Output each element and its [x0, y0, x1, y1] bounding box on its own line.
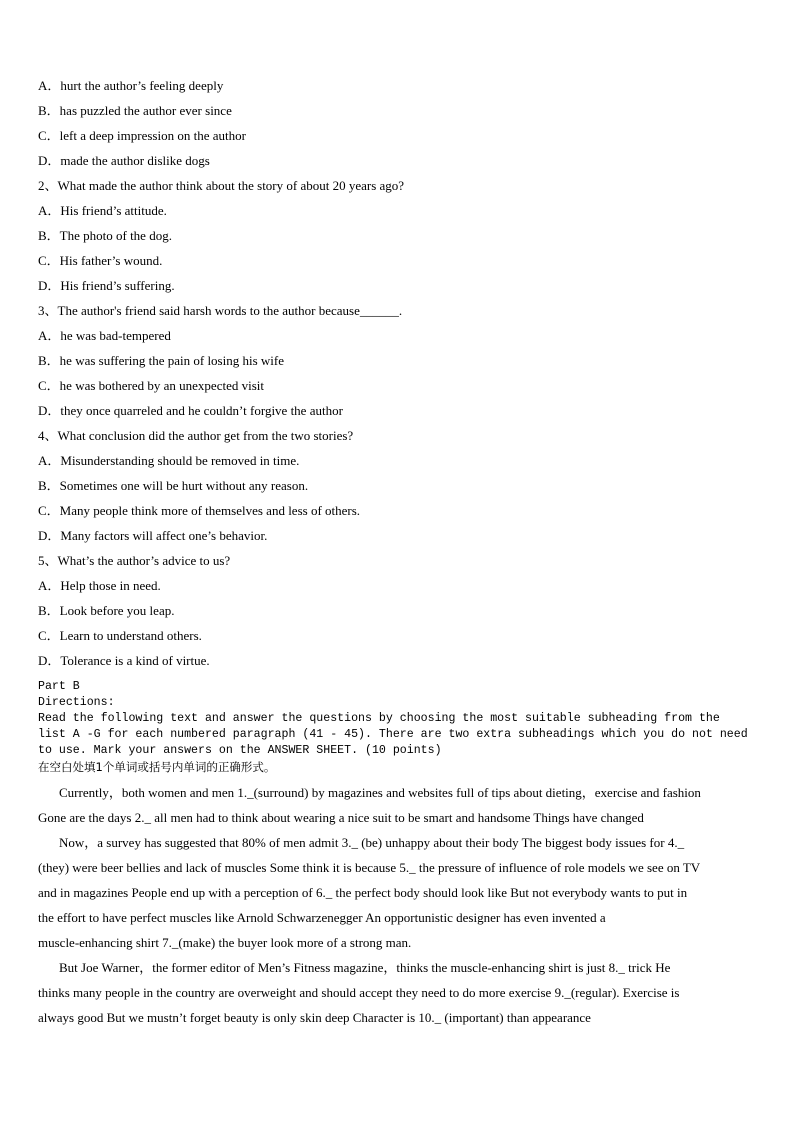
option: D．they once quarreled and he couldn’t forgive the author — [38, 403, 343, 418]
option: C．Many people think more of themselves and less of others. — [38, 503, 361, 518]
directions-text: to use. Mark your answers on the ANSWER SHEET. (10 points) — [38, 744, 442, 757]
option: B．Look before you leap. — [38, 603, 175, 618]
directions-text: Read the following text and answer the questions by choosing the most suitable subheading from the — [38, 712, 720, 725]
option: B．The photo of the dog. — [38, 228, 172, 243]
passage — [38, 780, 758, 1030]
option: C．left a deep impression on the author — [38, 128, 246, 143]
question: 3、The author's friend said harsh words to the author because______. — [38, 303, 403, 318]
option: A．Misunderstanding should be removed in time. — [38, 453, 300, 468]
passage-line: Gone are the days 2._ all men had to think about wearing a nice suit to be smart and handsome Things have changed — [38, 810, 644, 825]
passage-line: thinks many people in the country are overweight and should accept they need to do more exercise 9._(regular). Exercise is — [38, 985, 680, 1000]
option: C．Learn to understand others. — [38, 628, 202, 643]
passage-line: muscle-enhancing shirt 7._(make) the buyer look more of a strong man. — [38, 935, 412, 950]
option: D．Tolerance is a kind of virtue. — [38, 653, 210, 668]
option: D．Many factors will affect one’s behavior. — [38, 528, 268, 543]
option: C．His father’s wound. — [38, 253, 163, 268]
directions-text: list A -G for each numbered paragraph (41 - 45). There are two extra subheadings which you do not need — [38, 728, 748, 741]
option: D．made the author dislike dogs — [38, 153, 210, 168]
option: D．His friend’s suffering. — [38, 278, 175, 293]
part-b-title: Part B — [38, 680, 80, 693]
option: A．His friend’s attitude. — [38, 203, 167, 218]
passage-line: But Joe Warner，the former editor of Men’s Fitness magazine，thinks the muscle-enhancing shirt is just 8._ trick He — [59, 960, 671, 975]
option: A．hurt the author’s feeling deeply — [38, 78, 224, 93]
part-b-section — [38, 679, 768, 775]
option: B．has puzzled the author ever since — [38, 103, 232, 118]
passage-line: (they) were beer bellies and lack of muscles Some think it is because 5._ the pressure of influence of role models we see on TV — [38, 860, 701, 875]
option: A．Help those in need. — [38, 578, 161, 593]
question: 2、What made the author think about the story of about 20 years ago? — [38, 178, 405, 193]
instruction-cn: 在空白处填1个单词或括号内单词的正确形式。 — [38, 760, 276, 774]
passage-line: Currently，both women and men 1._(surround) by magazines and websites full of tips about dieting，exercise and fashion — [59, 785, 701, 800]
option: B．Sometimes one will be hurt without any reason. — [38, 478, 309, 493]
question-list — [38, 73, 758, 673]
directions-label: Directions: — [38, 696, 115, 709]
passage-line: Now，a survey has suggested that 80% of men admit 3._ (be) unhappy about their body The biggest body issues for 4._ — [59, 835, 685, 850]
question: 5、What’s the author’s advice to us? — [38, 553, 231, 568]
passage-line: the effort to have perfect muscles like Arnold Schwarzenegger An opportunistic designer has even invented a — [38, 910, 606, 925]
option: A．he was bad-tempered — [38, 328, 171, 343]
passage-line: always good But we mustn’t forget beauty is only skin deep Character is 10._ (important) than appearance — [38, 1010, 591, 1025]
option: B．he was suffering the pain of losing his wife — [38, 353, 284, 368]
option: C．he was bothered by an unexpected visit — [38, 378, 264, 393]
passage-line: and in magazines People end up with a perception of 6._ the perfect body should look like But not everybody wants to put in — [38, 885, 688, 900]
question: 4、What conclusion did the author get from the two stories? — [38, 428, 354, 443]
